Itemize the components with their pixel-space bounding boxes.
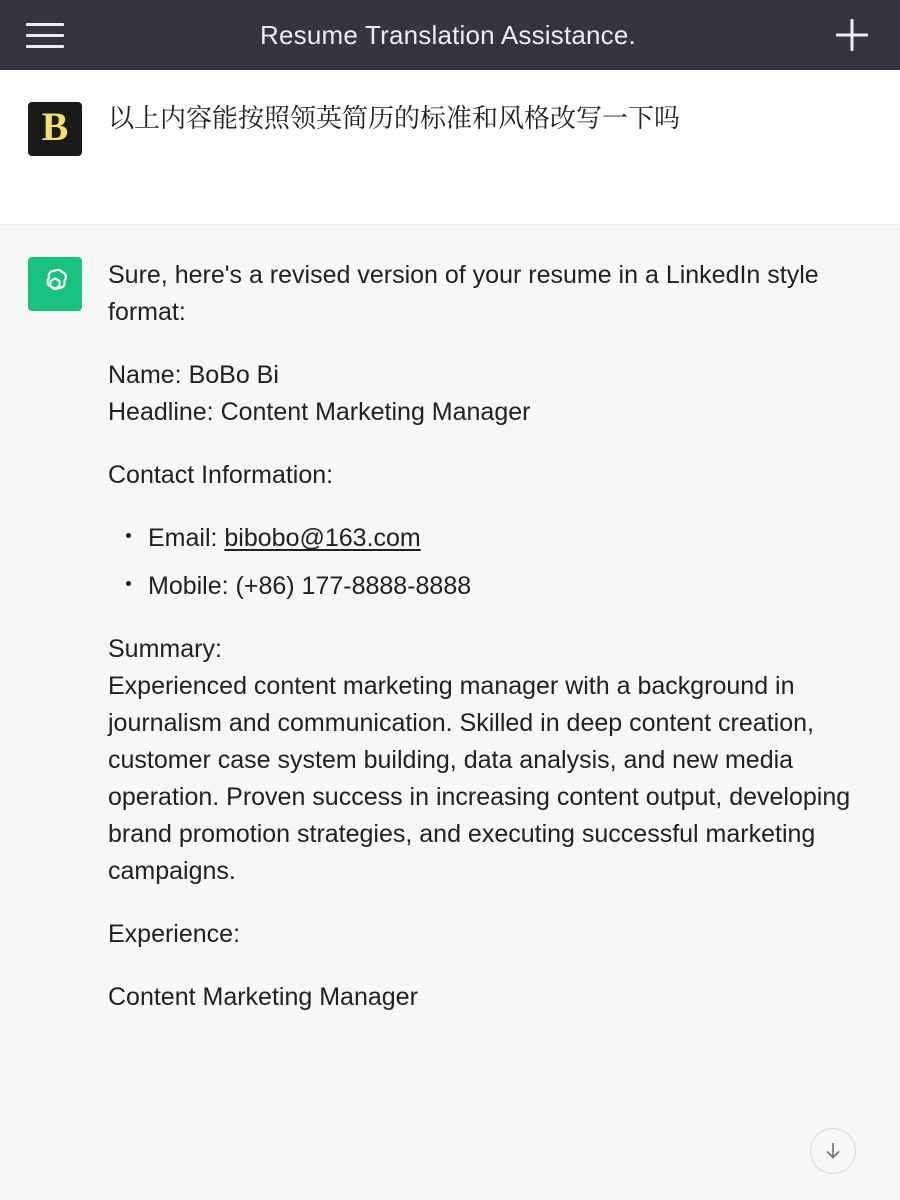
page-title: Resume Translation Assistance. bbox=[260, 19, 636, 50]
message-user bbox=[0, 70, 900, 225]
message-assistant-text bbox=[108, 255, 872, 1016]
email-link[interactable]: bibobo@163.com bbox=[224, 524, 421, 552]
list-item: Mobile: (+86) 177-8888-8888 bbox=[148, 568, 872, 604]
hamburger-bar bbox=[26, 34, 64, 37]
app-header bbox=[0, 0, 900, 70]
hamburger-bar bbox=[26, 45, 64, 48]
contact-email-label: Email: bbox=[148, 524, 225, 552]
experience-role: Content Marketing Manager bbox=[108, 982, 418, 1011]
avatar: B bbox=[28, 102, 82, 156]
openai-logo-icon bbox=[28, 257, 82, 311]
summary-heading: Summary: bbox=[108, 634, 222, 663]
plus-icon[interactable] bbox=[830, 13, 874, 57]
summary-text: Experienced content marketing manager with a background in journalism and communication. Skilled in deep content creation, customer case system building, data analysis, and new media operation. Proven success in increasing content output, developing brand promotion strategies, and executing successful marketing campaigns. bbox=[108, 671, 851, 885]
experience-heading: Experience: bbox=[108, 919, 241, 948]
hamburger-menu-icon[interactable] bbox=[26, 18, 66, 52]
message-assistant bbox=[0, 225, 900, 1046]
contact-list bbox=[108, 520, 872, 605]
message-user-text: 以上内容能按照领英简历的标准和风格改写一下吗 bbox=[108, 103, 681, 133]
hamburger-bar bbox=[26, 23, 64, 26]
assistant-intro: Sure, here's a revised version of your resume in a LinkedIn style format: bbox=[108, 261, 819, 326]
message-thread[interactable] bbox=[0, 70, 900, 1200]
list-item bbox=[148, 520, 872, 556]
arrow-down-icon[interactable] bbox=[810, 1128, 856, 1174]
contact-heading: Contact Information: bbox=[108, 461, 334, 489]
resume-headline-line: Headline: Content Marketing Manager bbox=[108, 398, 531, 426]
resume-name-line: Name: BoBo Bi bbox=[108, 361, 279, 389]
